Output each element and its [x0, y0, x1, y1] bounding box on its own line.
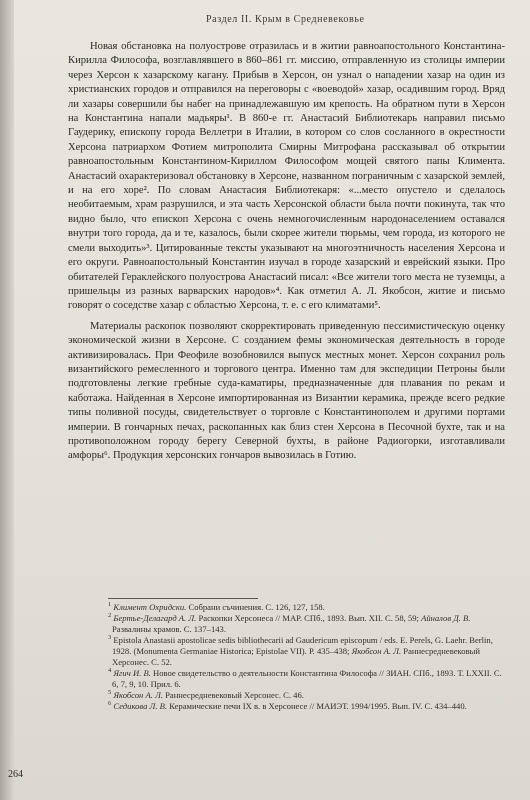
footnote-text: Раннесредневековый Херсонес. С. 46. [162, 690, 304, 700]
footnote-text: Раннесредневековый Херсонес. С. 52. [112, 646, 481, 667]
footnote-number: 2 [108, 612, 112, 620]
footnote-author: Айналов Д. В. [421, 613, 471, 623]
footnote-author: Седикова Л. В. [113, 701, 168, 711]
footnote-author: Климент Охридски. [113, 602, 187, 612]
footnote [108, 635, 506, 668]
footnote [108, 668, 506, 690]
page-number: 264 [8, 769, 23, 780]
footnote-text: Собрани съчинения. С. 126, 127, 158. [186, 602, 325, 612]
footnote [108, 613, 506, 635]
footnote-text: Epistola Anastasii apostolicae sedis bibliothecarii ad Gaudericum episcopum / eds. E. Perels, G. Laehr. Berlin, 1928. (Monumenta Germaniae Historica; Epistolae VII). Р. 435–438; [112, 635, 493, 656]
footnote-number: 6 [108, 700, 112, 708]
footnote-rule [108, 598, 258, 599]
paragraph: Материалы раскопок позволяют скорректировать приведенную пессимистическую оценку экономической жизни в Херсоне. С созданием фемы экономическая деятельность в городе активизировалась. При Феофиле возобновился выпуск местных монет. Херсон сохранил роль византийского ремесленного и торгового центра. Именно там для экспедиции Петроны были подготовлены легкие гребные суда-каматиры, предназначенные для плавания по рекам и каботажа. Найденная в Херсоне импортированная из Византии керамика, прежде всего редкие типы поливной посуды, свидетельствует о торговле с Константинополем и другими портами империи. В гончарных печах, раскопанных как близ стен Херсона в Песочной бухте, так и на противоположном городу берегу Северной бухты, в районе Радиогорки, изготавливали амфоры⁶. Продукция херсонских гончаров вывозилась в Готию. [68, 320, 505, 462]
paragraph: Новая обстановка на полуострове отразилась и в житии равноапостольного Константина-Кирилла Философа, возглавлявшего в 860–861 гг. миссию, отправленную из столицы империи через Херсон к хазарскому кагану. Прибыв в Херсон, он узнал о нападении хазар на один из христианских городов и отправился на переговоры с «воеводой» хазар, осадившим город. Вряд ли хазары совершили бы набег на принадлежавшую им крепость. На обратном пути в Херсон на Константина напали мадьяры¹. В 860-е гг. Анастасий Библиотекарь направил письмо Гаудерику, епископу города Веллетри в Италии, в котором со слов сосланного в окрестности Херсона патриархом Фотием митрополита Смирны Митрофана рассказывал об открытии равноапостольным Константином-Кириллом Философом мощей святого папы Климента. Анастасий охарактеризовал обстановку в Херсоне, названном пограничным с хазарской землей, и на его хоре². По словам Анастасия Библиотекаря: «...место опустело и сделалось необитаемым, храм разрушился, и эта часть Херсонской области была почти покинута, так что видно было, что епископ Херсона с очень немногочисленным народонаселением оставался внутри того города, да и те, казалось, были скорее жители тюрьмы, чем города, из которого не смели выходить»³. Цитированные тексты указывают на многоэтничность населения Херсона и его округи. Равноапостольный Константин изучал в городе хазарский и еврейский языки. Про обитателей Гераклейского полуострова Анастасий писал: «Все жители того места не туземцы, а пришельцы из разных варварских народов»⁴. Как отметил А. Л. Якобсон, житие и письмо говорят о соседстве хазар с областью Херсона, т. е. с его климатами⁵. [68, 41, 505, 312]
footnote-text: Новое свидетельство о деятельности Константина Философа // ЗИАН. СПб., 1893. Т. LXXII. С. 6, 7, 9, 10. Прил. 6. [112, 668, 502, 689]
running-header: Раздел II. Крым в Средневековье [206, 14, 365, 25]
footnote-number: 4 [108, 667, 112, 675]
footnote [108, 701, 506, 712]
footnotes [108, 598, 506, 712]
footnote [108, 602, 506, 613]
footnote-author: Ягич И. В. [113, 668, 151, 678]
footnote-author: Якобсон А. Л. [113, 690, 163, 700]
footnote-author: Бертье-Делагард А. Л. [113, 613, 197, 623]
footnote-number: 3 [108, 634, 112, 642]
footnote-text: Развалины храмов. С. 137–143. [112, 624, 226, 634]
footnote-text: Керамические печи IX в. в Херсонесе // МАИЭТ. 1994/1995. Вып. IV. С. 434–440. [167, 701, 467, 711]
footnote-author: Якобсон А. Л. [351, 646, 402, 656]
footnote-text: Раскопки Херсонеса // МАР. СПб., 1893. Вып. XII. С. 58, 59; [196, 613, 422, 623]
footnote [108, 690, 506, 701]
main-text [68, 40, 505, 464]
footnote-number: 1 [108, 601, 112, 609]
footnote-number: 5 [108, 689, 112, 697]
book-spine-shadow [0, 0, 14, 800]
